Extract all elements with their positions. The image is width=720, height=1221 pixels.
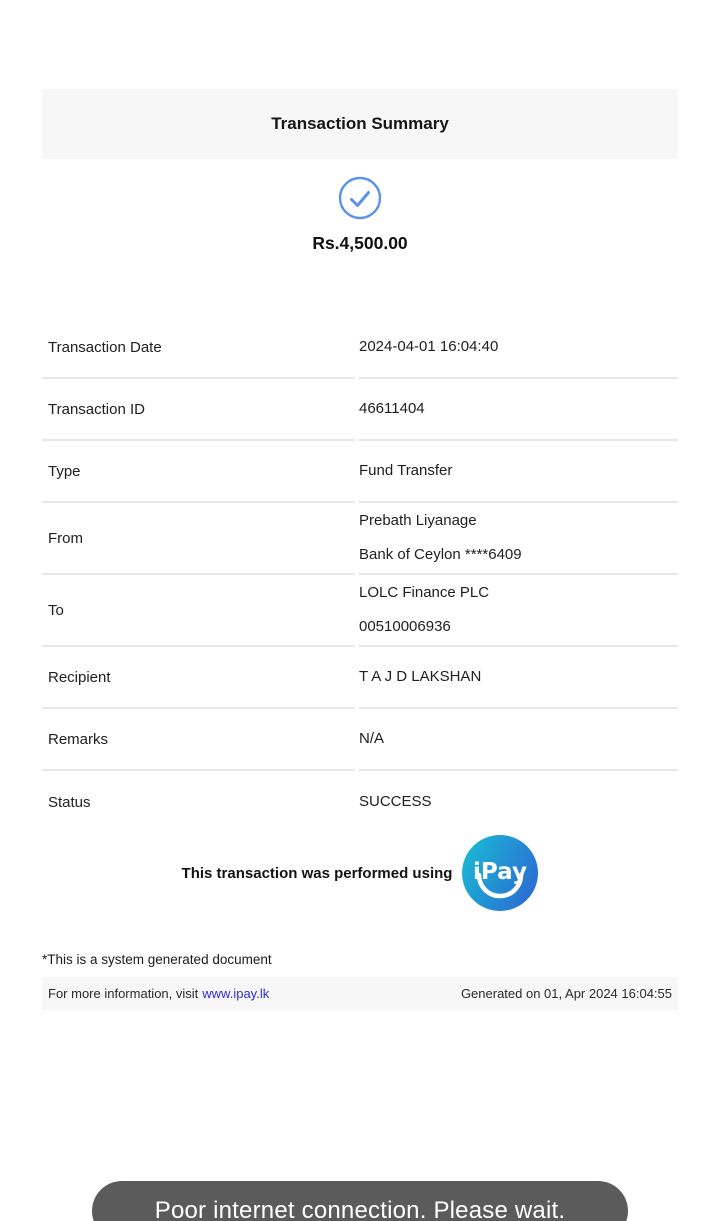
table-row [42,503,678,575]
table-row [42,771,678,833]
transaction-amount: Rs.4,500.00 [312,233,408,253]
row-label: Type [42,441,355,503]
performed-using-row [42,835,678,911]
success-icon-row [42,176,678,220]
ipay-logo-icon [462,835,538,911]
table-row [42,575,678,647]
footer-info-text: For more information, visit [48,986,199,1001]
ipay-link[interactable]: www.ipay.lk [202,986,270,1001]
transaction-receipt [42,89,678,1010]
row-value-line: N/A [359,730,385,747]
transaction-details-table [42,317,678,833]
row-label: From [42,503,355,575]
row-value [359,771,678,833]
row-value-line: 00510006936 [359,618,451,635]
status-value: SUCCESS [359,793,432,810]
table-row [42,441,678,503]
summary-header [42,89,678,159]
row-value [359,379,678,441]
table-row [42,647,678,709]
row-value-line: Bank of Ceylon ****6409 [359,546,522,563]
row-value [359,647,678,709]
table-row [42,709,678,771]
performed-using-text: This transaction was performed using [181,864,453,882]
ipay-logo-text: iPay [473,859,528,885]
row-label: To [42,575,355,647]
row-label: Transaction ID [42,379,355,441]
system-generated-note: *This is a system generated document [42,952,272,967]
footer-info [48,986,269,1001]
table-row [42,317,678,379]
row-label: Status [48,793,91,811]
row-value-line: LOLC Finance PLC [359,584,490,601]
row-value [359,503,678,575]
row-value-line: Prebath Liyanage [359,512,477,529]
row-value [359,441,678,503]
row-value-line: 46611404 [359,400,425,417]
footer-bar [42,977,678,1010]
row-label: Recipient [42,647,355,709]
row-value-line: Fund Transfer [359,462,453,479]
row-label: Remarks [42,709,355,771]
page-title: Transaction Summary [271,114,449,133]
row-value [359,575,678,647]
row-value [359,709,678,771]
toast-message: Poor internet connection. Please wait. [154,1197,566,1221]
toast-notification [92,1181,628,1221]
row-value-line: T A J D LAKSHAN [359,668,482,685]
row-label: Transaction Date [42,317,355,379]
table-row [42,379,678,441]
row-value [359,317,678,379]
check-circle-icon [338,176,382,220]
generated-timestamp: Generated on 01, Apr 2024 16:04:55 [460,986,672,1001]
row-value-line: 2024-04-01 16:04:40 [359,338,499,355]
